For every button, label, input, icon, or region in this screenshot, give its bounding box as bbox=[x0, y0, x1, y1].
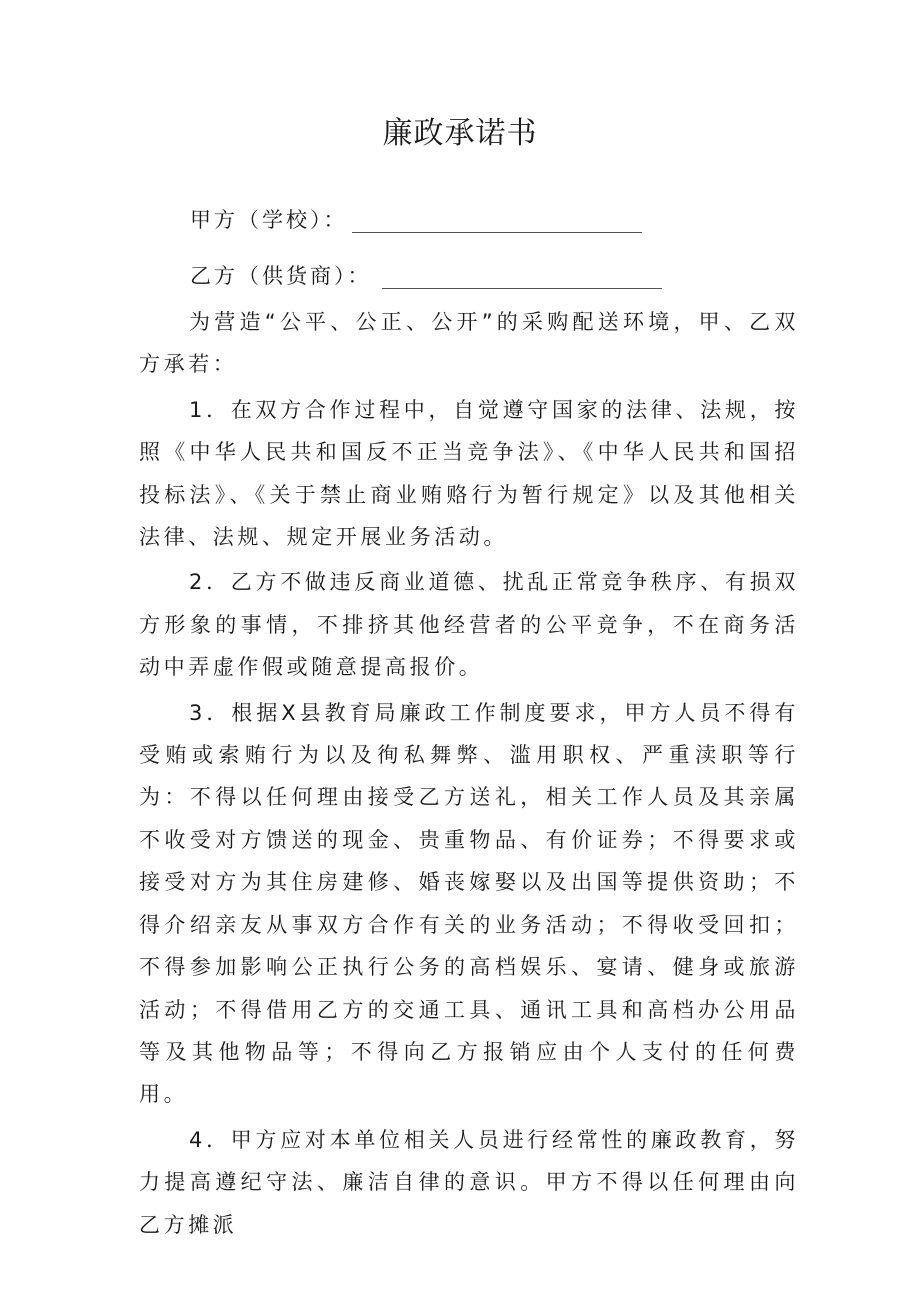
paragraph-item-3: 3．根据X县教育局廉政工作制度要求，甲方人员不得有受贿或索贿行为以及徇私舞弊、滥用职权、严重渎职等行为：不得以任何理由接受乙方送礼，相关工作人员及其亲属不收受对方馈送的现金、贵重物品、有价证券；不得要求或接受对方为其住房建修、婚丧嫁娶以及出国等提供资助；不得介绍亲友从事双方合作有关的业务活动；不得收受回扣；不得参加影响公正执行公务的高档娱乐、宴请、健身或旅游活动；不得借用乙方的交通工具、通讯工具和高档办公用品等及其他物品等；不得向乙方报销应由个人支付的任何费用。 bbox=[139, 700, 799, 1107]
party-a-blank-line[interactable] bbox=[352, 210, 642, 233]
party-b-label: 乙方（供货商）： bbox=[190, 264, 372, 288]
paragraph-item-2: 2．乙方不做违反商业道德、扰乱正常竞争秩序、有损双方形象的事情，不排挤其他经营者的公平竞争，不在商务活动中弄虚作假或随意提高报价。 bbox=[139, 570, 799, 680]
paragraph-item-1: 1．在双方合作过程中，自觉遵守国家的法律、法规，按照《中华人民共和国反不正当竞争法》、《中华人民共和国招投标法》、《关于禁止商业贿赂行为暂行规定》以及其他相关法律、法规、规定开展业务活动。 bbox=[139, 397, 799, 550]
party-b-row bbox=[190, 260, 662, 292]
party-a-label: 甲方（学校）： bbox=[190, 208, 348, 232]
document-body bbox=[139, 301, 799, 1249]
paragraph-intro: 为营造“公平、公正、公开”的采购配送环境，甲、乙双方承若： bbox=[139, 310, 799, 377]
party-b-blank-line[interactable] bbox=[382, 266, 662, 289]
paragraph-item-4: 4．甲方应对本单位相关人员进行经常性的廉政教育，努力提高遵纪守法、廉洁自律的意识。甲方不得以任何理由向乙方摊派 bbox=[139, 1127, 799, 1237]
document-title: 廉政承诺书 bbox=[382, 116, 538, 151]
party-a-row bbox=[190, 204, 642, 236]
